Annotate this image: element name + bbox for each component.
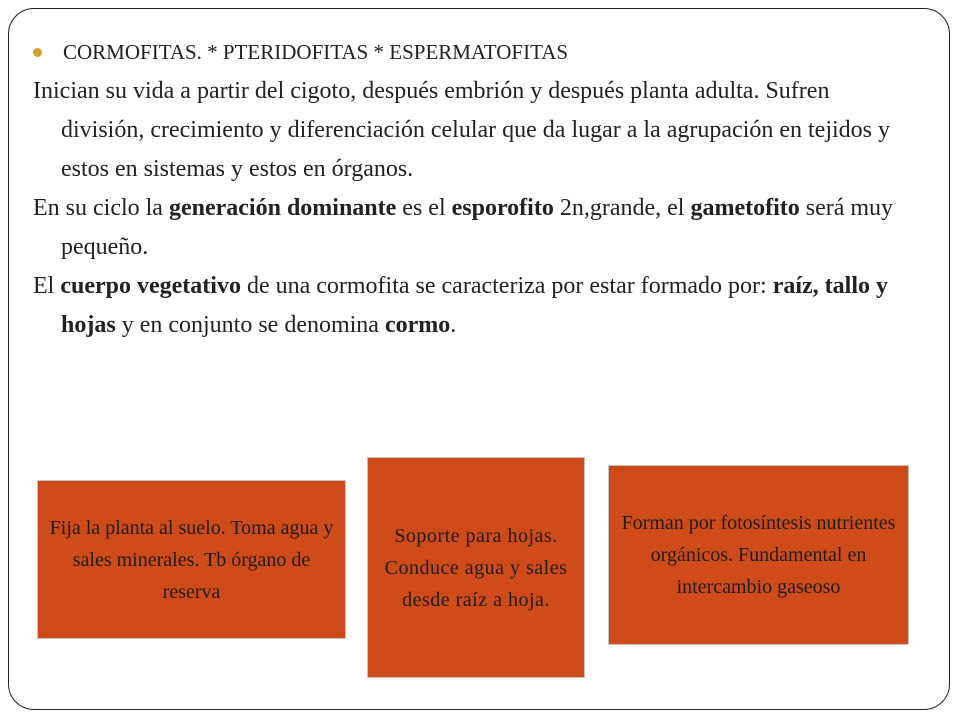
box-raiz-text: Fija la planta al suelo. Toma agua y sales minerales. Tb órgano de reserva bbox=[49, 516, 334, 603]
paragraph-run-bold: gametofito bbox=[690, 195, 800, 221]
box-raiz bbox=[37, 480, 346, 639]
paragraph-run-bold: generación dominante bbox=[168, 195, 397, 221]
paragraph-life-cycle bbox=[33, 72, 913, 189]
box-tallo bbox=[367, 457, 585, 678]
paragraph-run-bold: esporofito bbox=[451, 195, 554, 221]
paragraph-run: y en conjunto se denomina bbox=[115, 312, 385, 338]
box-hojas-text: Forman por fotosíntesis nutrientes orgánicos. Fundamental en intercambio gaseoso bbox=[621, 512, 896, 598]
box-tallo-text: Soporte para hojas. Conduce agua y sales desde raíz a hoja. bbox=[384, 524, 568, 611]
bullet-heading-text: CORMOFITAS. * PTERIDOFITAS * ESPERMATOFITAS bbox=[63, 40, 569, 64]
paragraph-run: . bbox=[450, 312, 457, 338]
paragraph-run: de una cormofita se caracteriza por estar formado por: bbox=[240, 273, 773, 299]
paragraph-cormo bbox=[33, 267, 913, 345]
paragraph-run: En su ciclo la bbox=[33, 195, 169, 221]
box-hojas bbox=[608, 465, 909, 645]
paragraph-run: Inician su vida a partir del cigoto, después embrión y después planta adulta. Sufren división, crecimiento y diferenciación celular que da lugar a la agrupación en tejidos y estos en sistemas y estos en órganos. bbox=[33, 78, 891, 182]
paragraph-run: es el bbox=[396, 195, 452, 221]
paragraph-run: El bbox=[33, 273, 61, 299]
paragraph-run-bold: raíz, tallo y hojas bbox=[61, 273, 888, 338]
paragraph-run-bold: cormo bbox=[384, 312, 451, 338]
bullet-dot-icon bbox=[33, 48, 42, 57]
paragraph-run: 2n,grande, el bbox=[553, 195, 691, 221]
slide-content bbox=[33, 32, 913, 345]
paragraph-run: será muy pequeño. bbox=[61, 195, 894, 260]
bullet-heading bbox=[33, 32, 913, 72]
paragraph-generation bbox=[33, 189, 913, 267]
paragraph-run-bold: cuerpo vegetativo bbox=[60, 273, 241, 299]
